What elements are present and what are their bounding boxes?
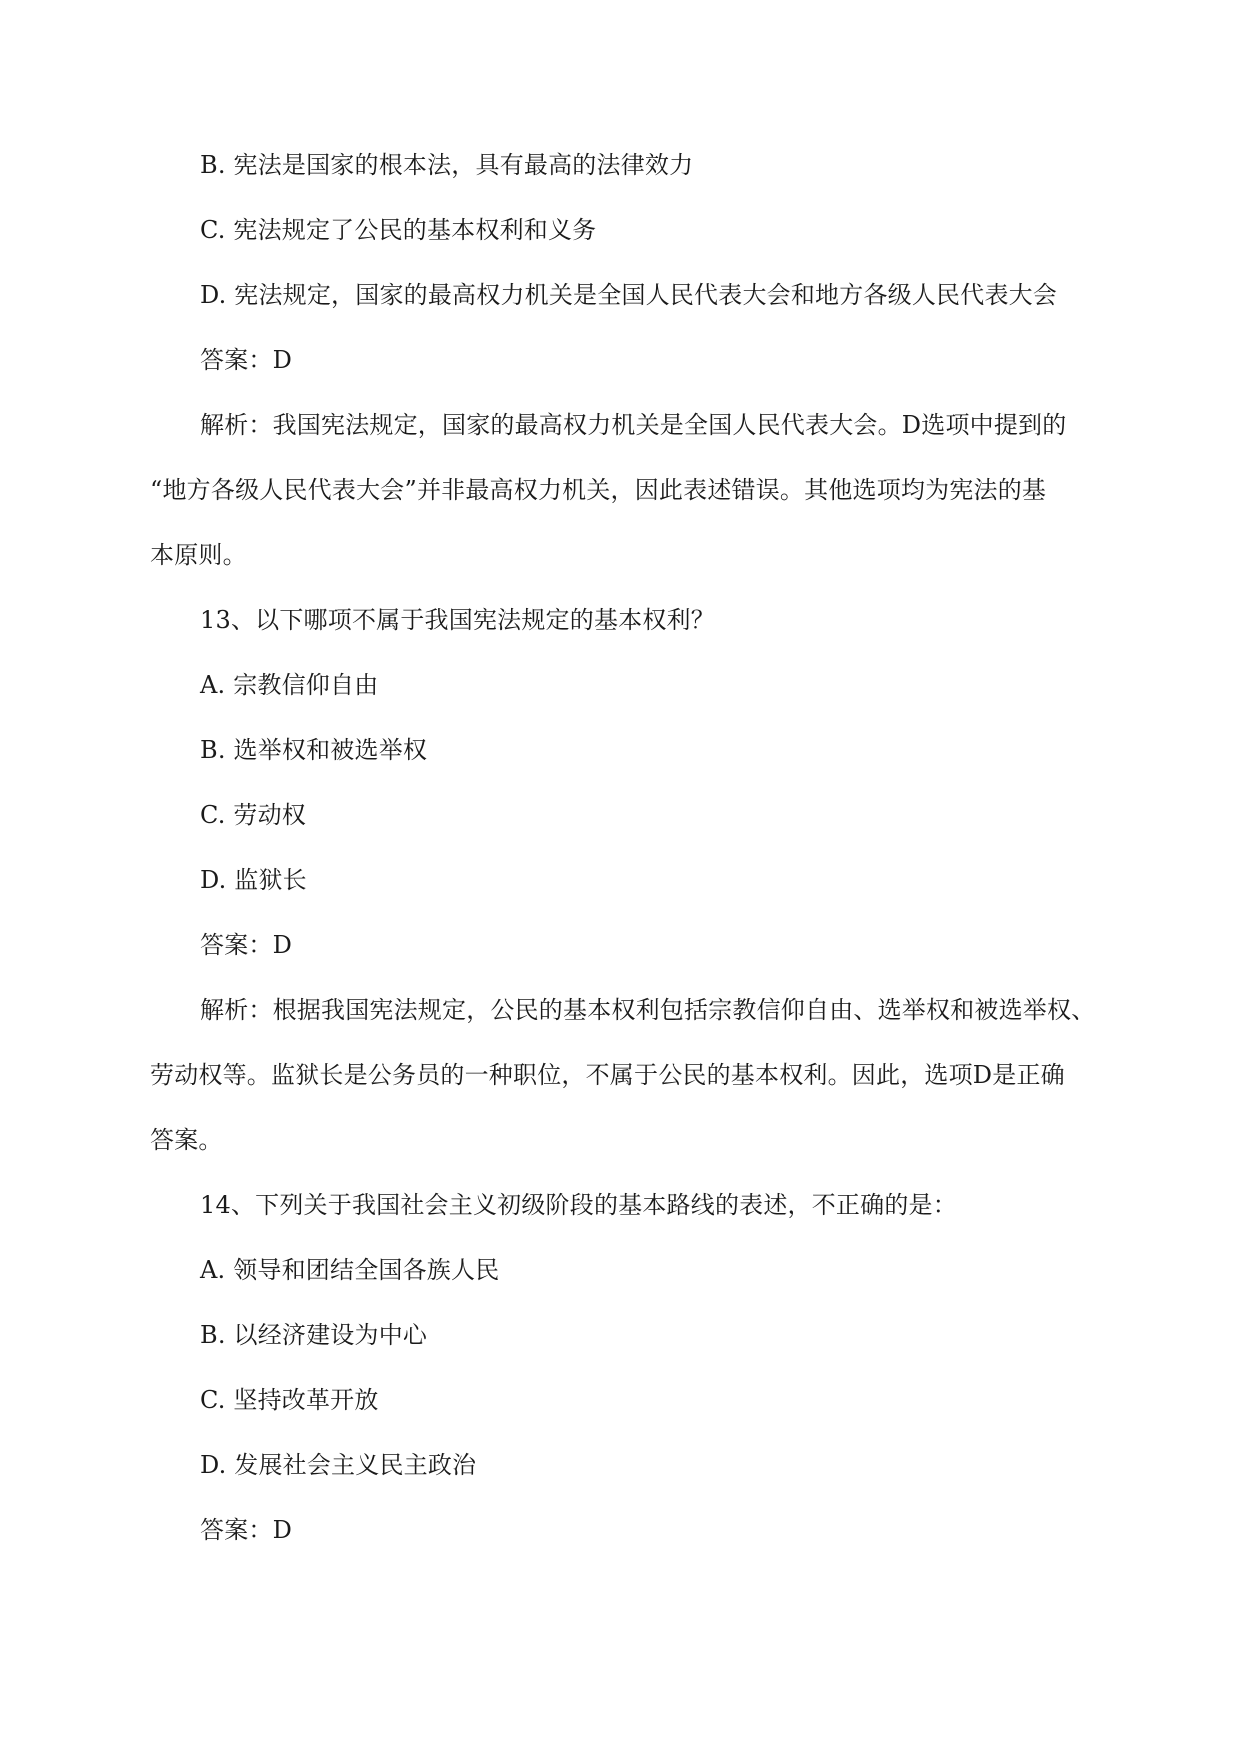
q13-analysis-line-3: 答案。 xyxy=(150,1126,223,1154)
q12-option-c: C. 宪法规定了公民的基本权利和义务 xyxy=(200,216,597,244)
q13-option-a: A. 宗教信仰自由 xyxy=(200,671,379,699)
q13-analysis-line-2: 劳动权等。监狱长是公务员的一种职位，不属于公民的基本权利。因此，选项D是正确 xyxy=(150,1061,1065,1089)
q12-option-b: B. 宪法是国家的根本法，具有最高的法律效力 xyxy=(200,151,694,179)
q13-analysis-line-1: 解析：根据我国宪法规定，公民的基本权利包括宗教信仰自由、选举权和被选举权、 xyxy=(200,996,1096,1024)
q14-question: 14、下列关于我国社会主义初级阶段的基本路线的表述，不正确的是： xyxy=(200,1191,957,1219)
q13-option-b: B. 选举权和被选举权 xyxy=(200,736,428,764)
q12-analysis-line-3: 本原则。 xyxy=(150,541,247,569)
q13-option-c: C. 劳动权 xyxy=(200,801,306,829)
q13-question: 13、以下哪项不属于我国宪法规定的基本权利？ xyxy=(200,606,715,634)
q14-option-d: D. 发展社会主义民主政治 xyxy=(200,1451,477,1479)
q14-option-b: B. 以经济建设为中心 xyxy=(200,1321,428,1349)
q12-analysis-line-1: 解析：我国宪法规定，国家的最高权力机关是全国人民代表大会。D选项中提到的 xyxy=(200,411,1067,439)
q14-answer: 答案：D xyxy=(200,1516,293,1544)
q13-option-d: D. 监狱长 xyxy=(200,866,307,894)
q12-analysis-line-2: “地方各级人民代表大会”并非最高权力机关，因此表述错误。其他选项均为宪法的基 xyxy=(150,476,1047,504)
q14-option-a: A. 领导和团结全国各族人民 xyxy=(200,1256,500,1284)
q14-option-c: C. 坚持改革开放 xyxy=(200,1386,379,1414)
q13-answer: 答案：D xyxy=(200,931,293,959)
q12-answer: 答案：D xyxy=(200,346,293,374)
q12-option-d: D. 宪法规定，国家的最高权力机关是全国人民代表大会和地方各级人民代表大会 xyxy=(200,281,1058,309)
